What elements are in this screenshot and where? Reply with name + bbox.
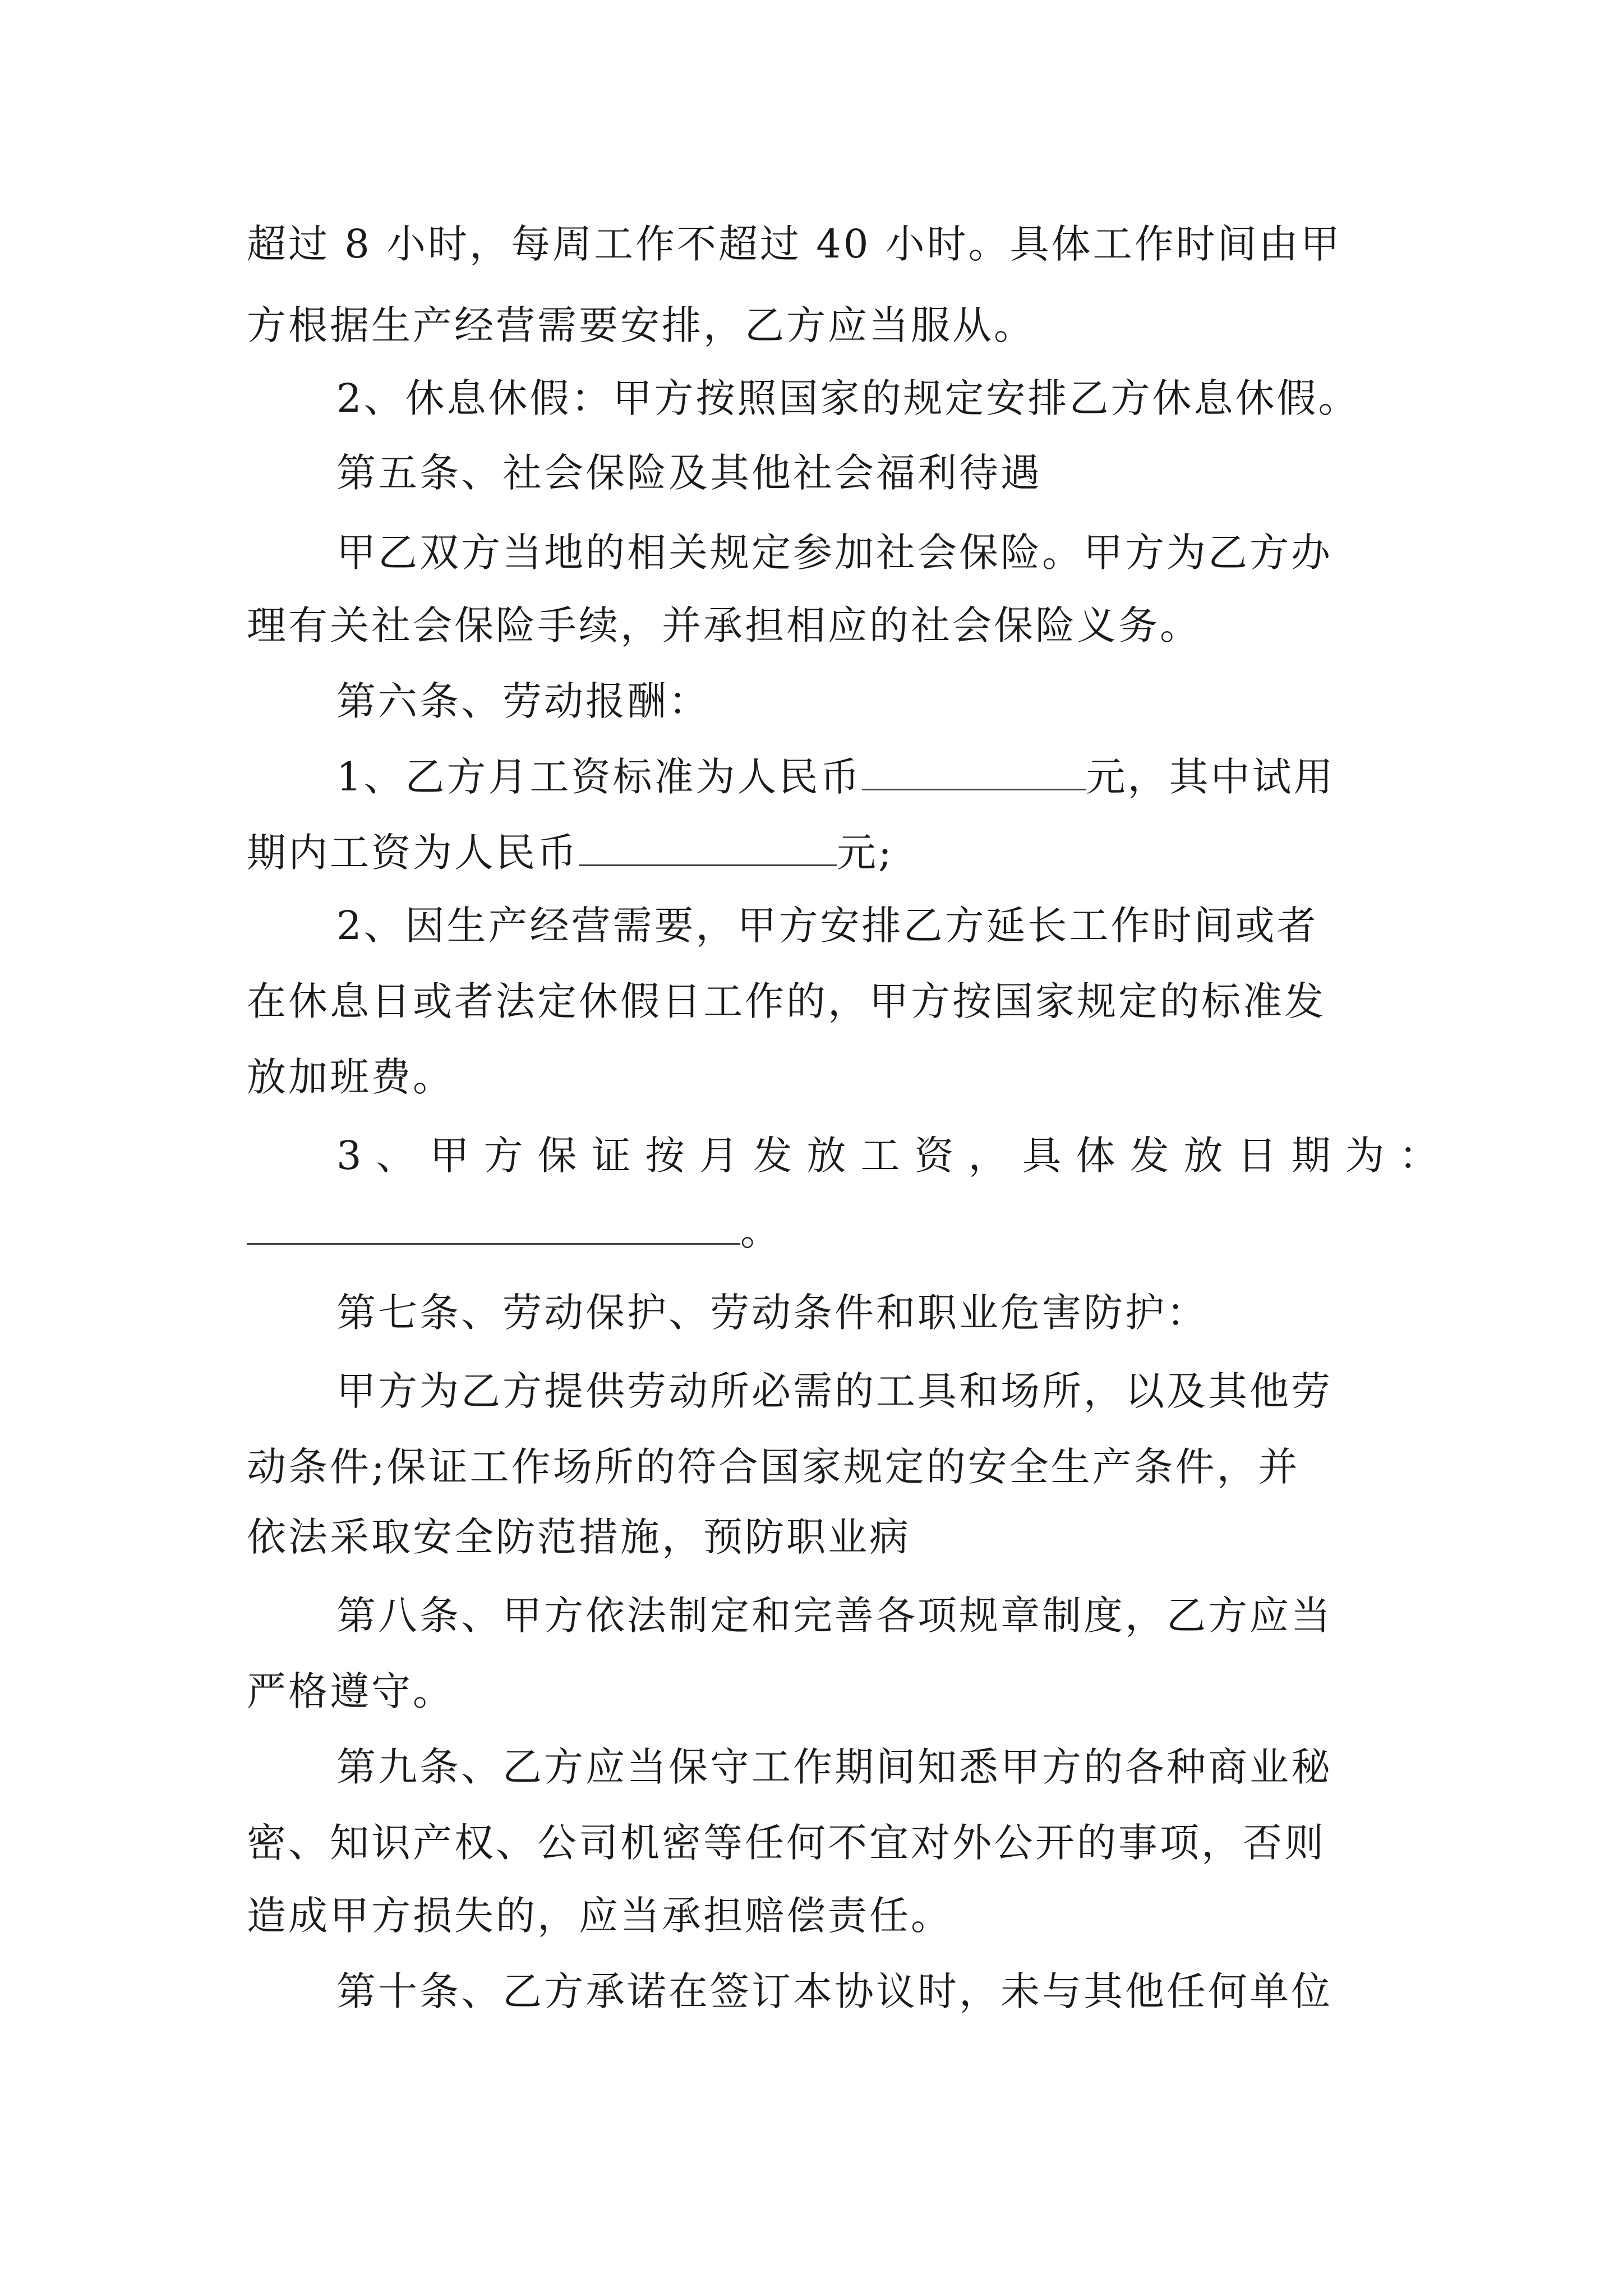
- monthly-wage-blank[interactable]: [862, 754, 1086, 790]
- section-heading: 第六条、劳动报酬：: [336, 678, 710, 724]
- text-line: 严格遵守。: [247, 1668, 454, 1714]
- text-line: 方根据生产经营需要安排，乙方应当服从。: [247, 302, 1035, 348]
- text-segment: 。: [740, 1208, 782, 1254]
- text-line: 依法采取安全防范措施，预防职业病: [247, 1514, 911, 1560]
- text-line: 放加班费。: [247, 1054, 454, 1100]
- text-line: 动条件;保证工作场所的符合国家规定的安全生产条件，并: [247, 1444, 1300, 1490]
- text-line: 第十条、乙方承诺在签订本协议时，未与其他任何单位: [336, 1968, 1332, 2014]
- text-line: [336, 749, 1486, 805]
- probation-wage-blank[interactable]: [579, 830, 837, 866]
- text-segment: 期内工资为人民币: [247, 830, 579, 876]
- pay-date-blank[interactable]: [247, 1208, 740, 1245]
- section-heading: 第五条、社会保险及其他社会福利待遇: [336, 450, 1042, 496]
- text-line: 第八条、甲方依法制定和完善各项规章制度，乙方应当: [336, 1593, 1332, 1639]
- text-line: 2、休息休假：甲方按照国家的规定安排乙方休息休假。: [336, 375, 1360, 421]
- text-line: 甲方为乙方提供劳动所必需的工具和场所，以及其他劳: [336, 1368, 1332, 1414]
- text-line: 第九条、乙方应当保守工作期间知悉甲方的各种商业秘: [336, 1744, 1332, 1790]
- text-line: 3、甲方保证按月发放工资，具体发放日期为：: [336, 1133, 1453, 1179]
- text-line: [247, 825, 1396, 881]
- text-line: 超过 8 小时，每周工作不超过 40 小时。具体工作时间由甲: [247, 221, 1342, 267]
- text-line: [247, 1203, 1396, 1259]
- text-line: 2、因生产经营需要，甲方安排乙方延长工作时间或者: [336, 903, 1318, 949]
- text-line: 在休息日或者法定休假日工作的，甲方按国家规定的标准发: [247, 978, 1326, 1024]
- text-line: 甲乙双方当地的相关规定参加社会保险。甲方为乙方办: [336, 530, 1332, 576]
- text-segment: 元;: [837, 830, 894, 876]
- section-heading: 第七条、劳动保护、劳动条件和职业危害防护：: [336, 1290, 1208, 1336]
- text-line: 造成甲方损失的，应当承担赔偿责任。: [247, 1893, 952, 1939]
- text-segment: 1、乙方月工资标准为人民币: [336, 754, 862, 800]
- text-segment: 元，其中试用: [1086, 754, 1335, 800]
- text-line: 密、知识产权、公司机密等任何不宜对外公开的事项，否则: [247, 1820, 1326, 1866]
- text-line: 理有关社会保险手续，并承担相应的社会保险义务。: [247, 602, 1201, 648]
